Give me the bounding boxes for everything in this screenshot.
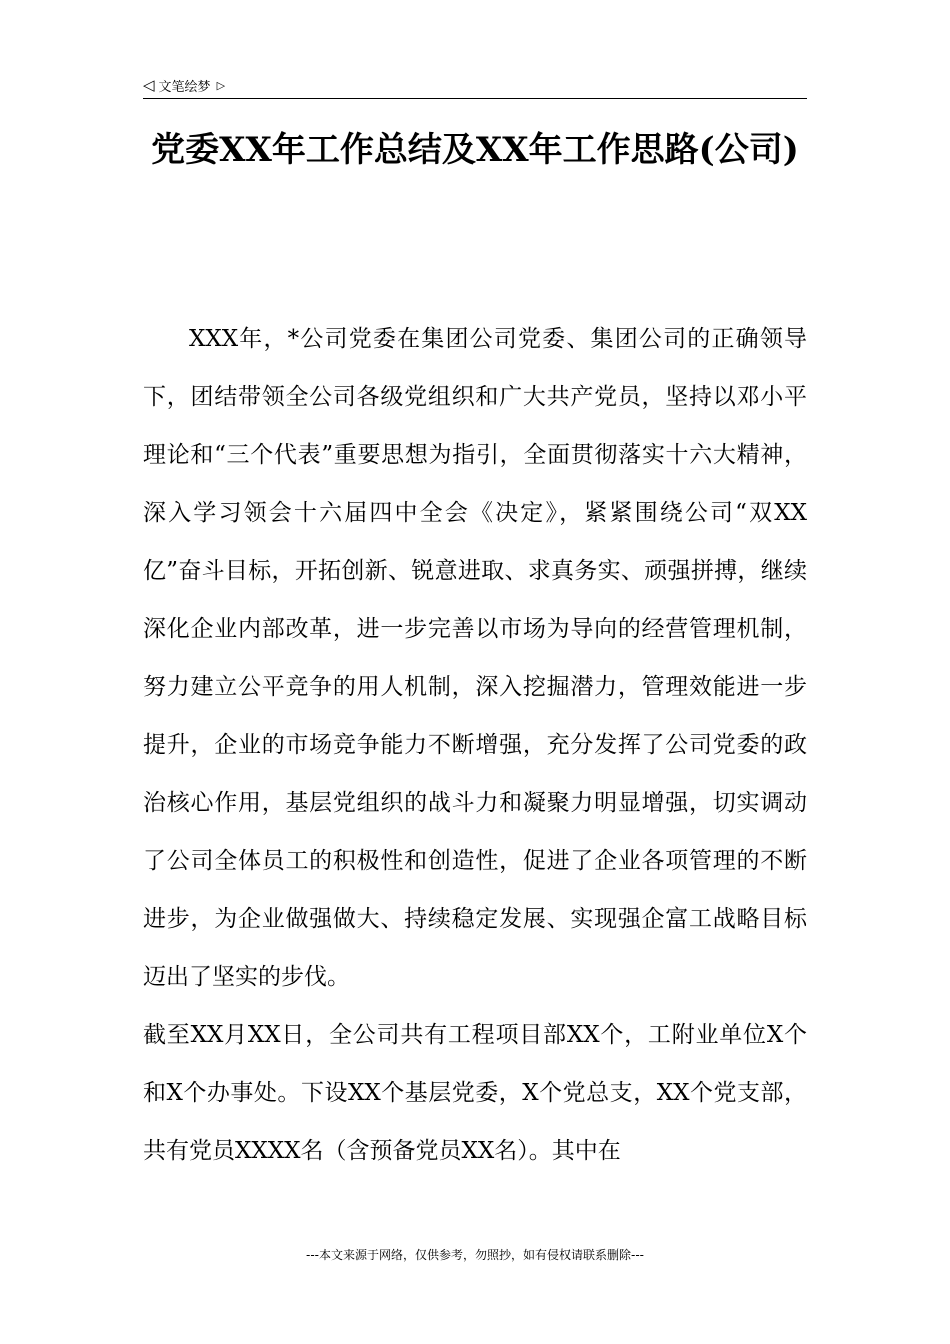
page-header	[143, 72, 807, 99]
paragraph-1: XXX年，*公司党委在集团公司党委、集团公司的正确领导下，团结带领全公司各级党组织和广大共产党员，坚持以邓小平理论和“三个代表”重要思想为指引，全面贯彻落实十六大精神，深入学习领会十六届四中全会《决定》，紧紧围绕公司“双XX亿”奋斗目标，开拓创新、锐意进取、求真务实、顽强拼搏，继续深化企业内部改革，进一步完善以市场为导向的经营管理机制，努力建立公平竞争的用人机制，深入挖掘潜力，管理效能进一步提升，企业的市场竞争能力不断增强，充分发挥了公司党委的政治核心作用，基层党组织的战斗力和凝聚力明显增强，切实调动了公司全体员工的积极性和创造性，促进了企业各项管理的不断进步，为企业做强做大、持续稳定发展、实现强企富工战略目标迈出了坚实的步伐。	[143, 326, 807, 990]
right-triangle-icon: ▷	[216, 78, 226, 92]
document-body	[143, 310, 807, 1180]
left-triangle-icon: ◁	[143, 75, 155, 94]
document-title: 党委XX年工作总结及XX年工作思路(公司)	[151, 130, 799, 170]
paragraph-2: 截至XX月XX日，全公司共有工程项目部XX个，工附业单位X个和X个办事处。下设XX个基层党委，X个党总支，XX个党支部，共有党员XXXX名（含预备党员XX名）。其中在	[143, 1022, 807, 1164]
header-brand: 文笔绘梦	[158, 79, 211, 95]
footer-notice: ---本文来源于网络，仅供参考，勿照抄，如有侵权请联系删除---	[306, 1248, 644, 1262]
